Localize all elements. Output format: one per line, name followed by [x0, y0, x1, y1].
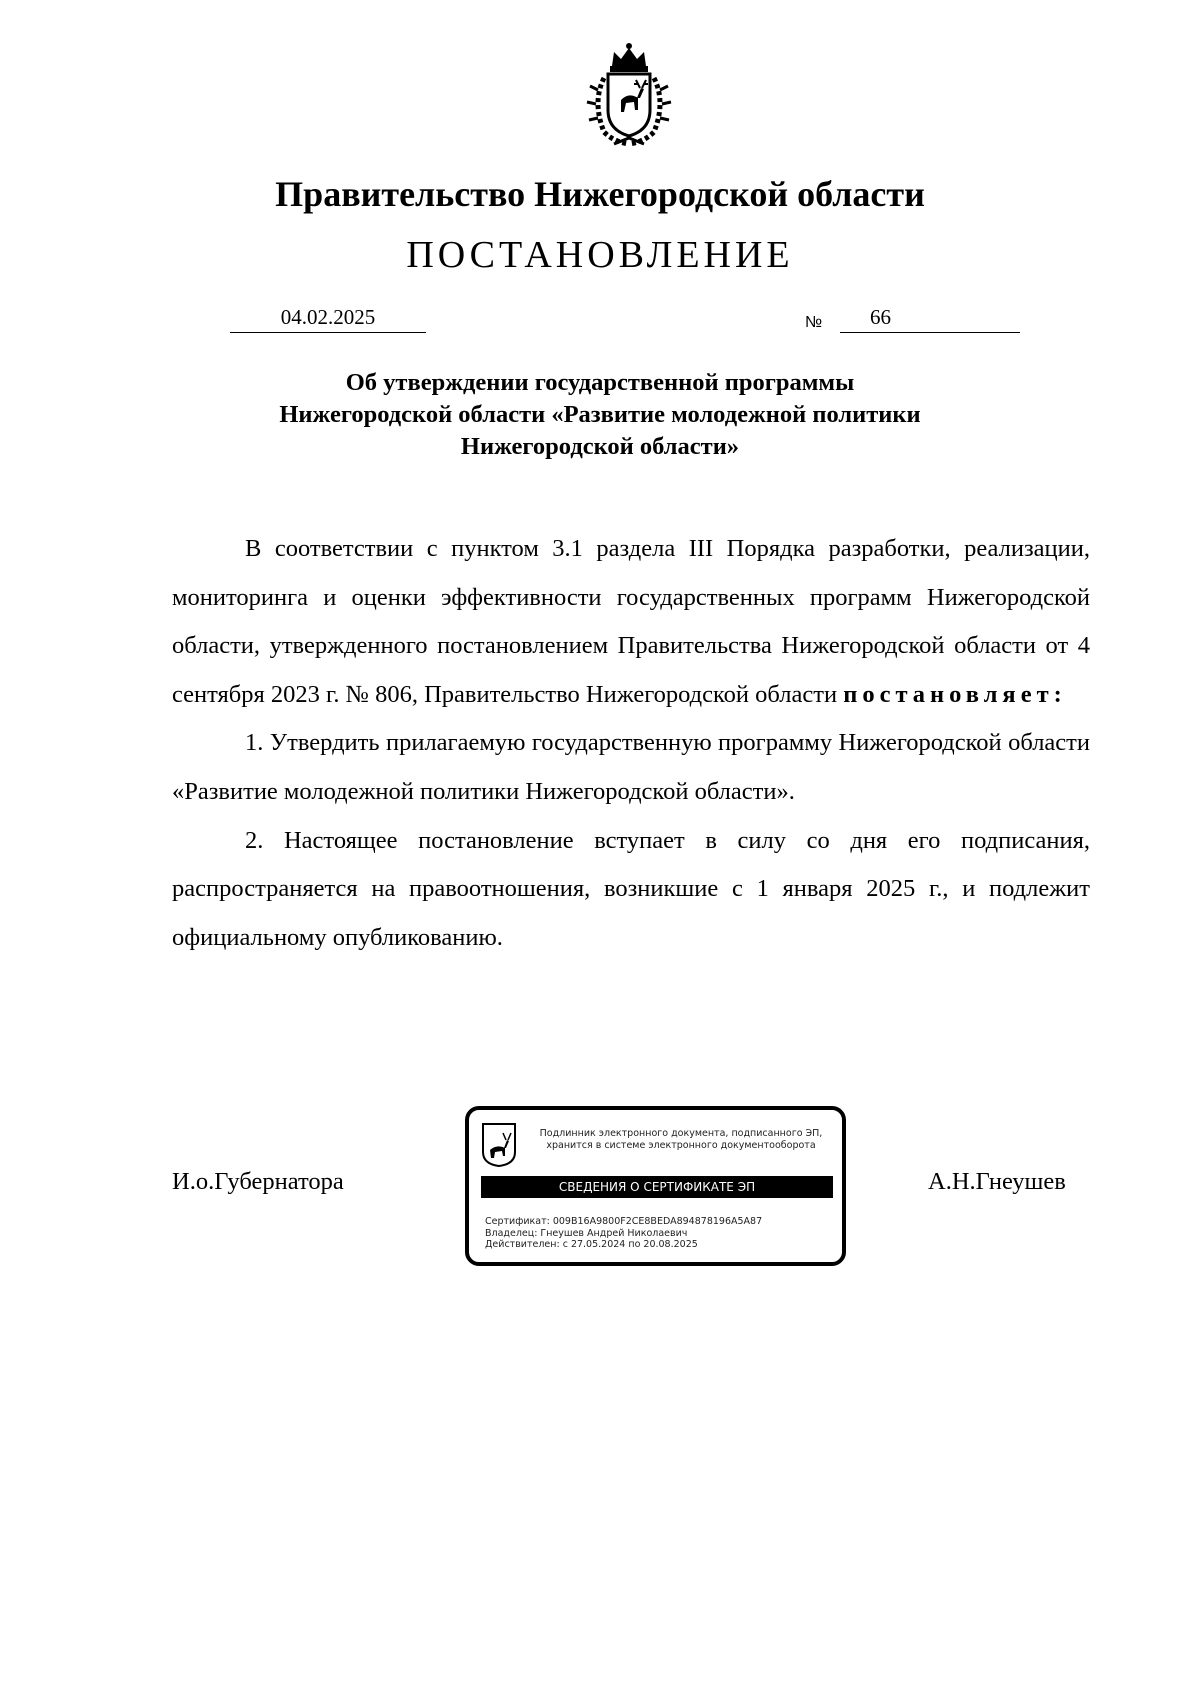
certificate-header: СВЕДЕНИЯ О СЕРТИФИКАТЕ ЭП: [481, 1176, 833, 1198]
preamble-paragraph: [172, 525, 1090, 719]
document-type: ПОСТАНОВЛЕНИЕ: [406, 234, 794, 276]
item-2-paragraph: 2. Настоящее постановление вступает в силу со дня его подписания, распространяется на правоотношения, возникшие с 1 января 2025 г., и подлежит официальному опубликованию.: [172, 826, 1090, 951]
stamp-note-line: хранится в системе электронного документооборота: [546, 1140, 816, 1151]
document-number: 66: [840, 302, 1020, 333]
subject-line: Нижегородской области «Развитие молодежной политики: [279, 401, 921, 428]
signer-role: И.о.Губернатора: [172, 1168, 344, 1195]
certificate-info: [485, 1216, 762, 1251]
electronic-signature-stamp: [465, 1106, 846, 1266]
coat-of-arms-icon: [574, 40, 684, 150]
certificate-serial: Сертификат: 009B16A9800F2CE8BEDA894878196A5A87: [485, 1216, 763, 1227]
stamp-note-line: Подлинник электронного документа, подписанного ЭП,: [539, 1128, 823, 1139]
preamble-text: В соответствии с пунктом 3.1 раздела III Порядка разработки, реализации, мониторинга и оценки эффективности государственных программ Нижегородской области, утвержденного постановлением Правительства Нижегородской области от 4 сентября 2023 г. № 806, Правительство Нижегородской области: [172, 535, 1090, 708]
signer-name: А.Н.Гнеушев: [928, 1168, 1066, 1195]
document-body: [172, 525, 1090, 962]
certificate-validity: Действителен: с 27.05.2024 по 20.08.2025: [485, 1239, 698, 1250]
government-title: Правительство Нижегородской области: [275, 174, 925, 214]
document-date: 04.02.2025: [230, 302, 426, 333]
subject-line: Нижегородской области»: [460, 433, 740, 460]
item-1-paragraph: 1. Утвердить прилагаемую государственную программу Нижегородской области «Развитие молодежной политики Нижегородской области».: [172, 729, 1090, 805]
deer-emblem-icon: [481, 1122, 517, 1168]
document-subject: [0, 367, 1200, 463]
subject-line: Об утверждении государственной программы: [345, 369, 855, 396]
certificate-owner: Владелец: Гнеушев Андрей Николаевич: [485, 1227, 688, 1239]
number-sign: №: [805, 314, 823, 331]
resolves-word: постановляет:: [843, 680, 1067, 708]
stamp-note: [521, 1128, 841, 1152]
